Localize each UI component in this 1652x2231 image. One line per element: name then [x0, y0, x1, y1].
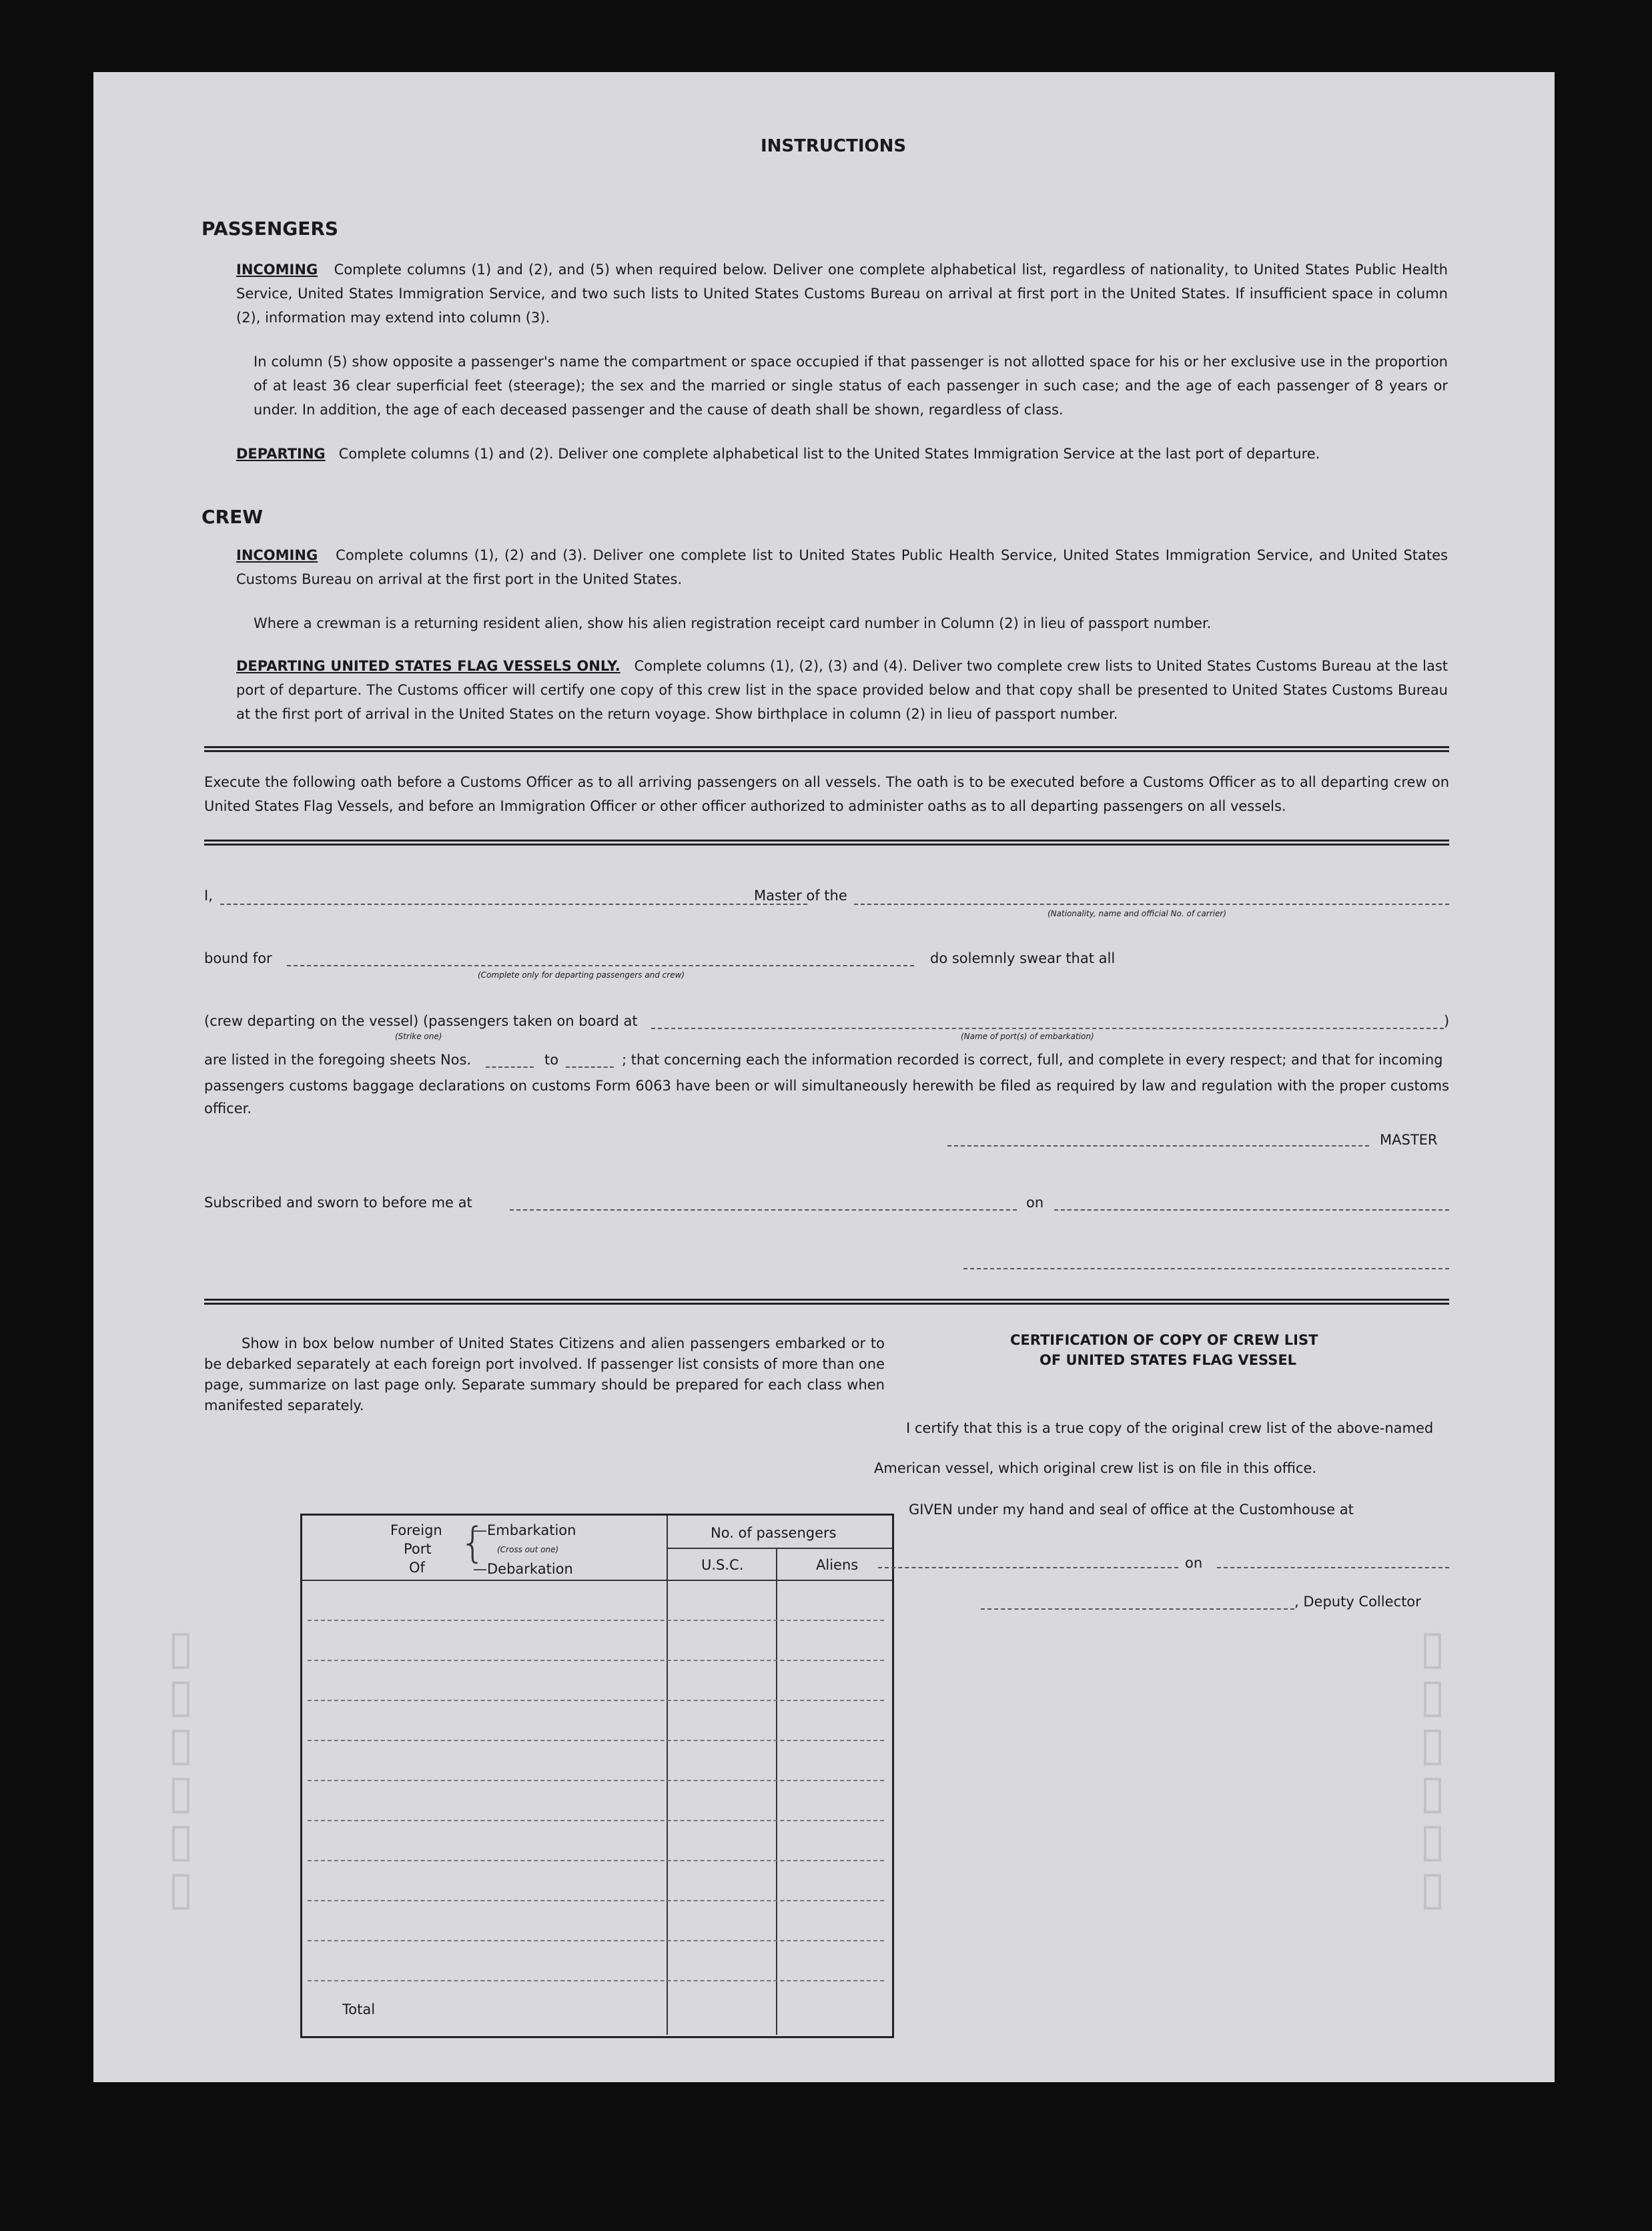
passengers-departing-label: DEPARTING: [236, 446, 326, 462]
given-text: GIVEN under my hand and seal of office at the Customhouse at: [909, 1502, 1354, 1518]
table-row[interactable]: [308, 1940, 884, 1941]
passengers-incoming-label: INCOMING: [236, 262, 318, 278]
embarkation-label: —Embarkation: [473, 1522, 576, 1538]
carrier-field[interactable]: [854, 904, 1449, 905]
master-label: MASTER: [1380, 1132, 1438, 1148]
deputy-collector-label: , Deputy Collector: [1294, 1594, 1421, 1610]
passengers-incoming-text: Complete columns (1) and (2), and (5) when required below. Deliver one complete alphabetical list, regardless of nationality, to United States Public Health Service, United States Immigration Service, and two such lists to United States Customs Bureau on arrival at first port in the United States. If insufficient space in column (2), information may extend into column (3).: [236, 262, 1448, 326]
bound-for-label: bound for: [204, 950, 272, 966]
table-row[interactable]: [308, 1860, 884, 1861]
listed-prefix: are listed in the foregoing sheets Nos.: [204, 1052, 472, 1068]
passengers-departing-text: Complete columns (1) and (2). Deliver one complete alphabetical list to the United States Immigration Service at the last port of departure.: [338, 446, 1320, 462]
certify-line-2: American vessel, which original crew list is on file in this office.: [874, 1460, 1317, 1476]
master-signature-field[interactable]: [947, 1145, 1369, 1147]
embarkation-caption: (Name of port(s) of embarkation): [961, 1032, 1094, 1041]
master-of-label: Master of the: [754, 888, 847, 904]
form-page: [93, 72, 1555, 2082]
bound-for-field[interactable]: [287, 965, 914, 966]
table-row[interactable]: [308, 1740, 884, 1741]
carrier-caption: (Nationality, name and official No. of carrier): [1048, 909, 1227, 918]
crew-incoming-label: INCOMING: [236, 547, 318, 563]
table-row[interactable]: [308, 1700, 884, 1701]
oath-instruction: Execute the following oath before a Customs Officer as to all arriving passengers on all vessels. The oath is to be executed before a Customs Officer as to all departing crew on United States Flag Vessels, and before an Immigration Officer or other officer authorized to administer oaths as to all departing passengers on all vessels.: [204, 774, 1449, 814]
passengers-incoming-paragraph: [236, 258, 1448, 330]
crew-departing-label: DEPARTING UNITED STATES FLAG VESSELS ONLY.: [236, 658, 621, 674]
summary-instruction: Show in box below number of United States Citizens and alien passengers embarked or to be debarked separately at each foreign port involved. If passenger list consists of more than one page, summarize on last page only. Separate summary should be prepared for each class when manifested separately.: [204, 1335, 885, 1413]
swear-label: do solemnly swear that all: [930, 950, 1116, 966]
usc-header: U.S.C.: [701, 1557, 744, 1573]
passengers-departing-paragraph: [236, 442, 1448, 466]
strike-caption: (Strike one): [395, 1032, 442, 1041]
oath-i-label: I,: [204, 888, 213, 904]
page-title: INSTRUCTIONS: [761, 136, 907, 156]
table-row[interactable]: [308, 1900, 884, 1901]
certification-on-label: on: [1185, 1555, 1203, 1571]
passengers-heading: PASSENGERS: [201, 218, 339, 240]
crew-incoming-text: Complete columns (1), (2) and (3). Deliver one complete list to United States Public Health Service, United States Immigration Service, and United States Customs Bureau on arrival at the first port in the United States.: [236, 547, 1448, 587]
divider-rule: [204, 840, 1449, 846]
aliens-header: Aliens: [816, 1557, 859, 1573]
sheet-to-field[interactable]: [566, 1066, 614, 1068]
crew-heading: CREW: [201, 506, 264, 528]
subscribed-label: Subscribed and sworn to before me at: [204, 1195, 472, 1211]
certify-line-1: I certify that this is a true copy of the original crew list of the above-named: [906, 1420, 1434, 1436]
deputy-signature-field[interactable]: [981, 1608, 1294, 1610]
customhouse-field[interactable]: [878, 1567, 1178, 1568]
crew-incoming-paragraph: [236, 543, 1448, 591]
table-row[interactable]: [308, 1820, 884, 1821]
certification-heading: CERTIFICATION OF COPY OF CREW LIST: [1010, 1332, 1318, 1348]
table-row[interactable]: [308, 1980, 884, 1981]
crew-departing-oath-label: (crew departing on the vessel) (passengers taken on board at: [204, 1013, 638, 1029]
to-label: to: [544, 1052, 559, 1068]
bound-caption: (Complete only for departing passengers and crew): [478, 970, 685, 980]
embarkation-port-field[interactable]: [651, 1028, 1444, 1029]
divider-rule: [204, 746, 1449, 752]
brace-glyph: {: [460, 1518, 486, 1567]
cross-out-caption: (Cross out one): [497, 1545, 559, 1554]
crew-resident-paragraph: Where a crewman is a returning resident alien, show his alien registration receipt card number in Column (2) in lieu of passport number.: [254, 615, 1212, 631]
port-label: Port: [404, 1541, 432, 1557]
of-label: Of: [409, 1560, 425, 1576]
divider-rule: [204, 1299, 1449, 1305]
table-divider: [302, 1580, 892, 1581]
table-row[interactable]: [308, 1620, 884, 1621]
close-paren: ): [1444, 1013, 1450, 1029]
passenger-summary-table: [300, 1514, 894, 2038]
certification-date-field[interactable]: [1217, 1567, 1449, 1568]
subscribed-date-field[interactable]: [1054, 1209, 1449, 1211]
foreign-label: Foreign: [390, 1522, 442, 1538]
crew-departing-text: Complete columns (1), (2), (3) and (4). Deliver two complete crew lists to United States Customs Bureau at the last port of departure. The Customs officer will certify one copy of this crew list in the space provided below and that copy shall be presented to United States Customs Bureau at the first port of arrival in the United States on the return voyage. Show birthplace in column (2) in lieu of passport number.: [236, 658, 1449, 722]
no-of-passengers-header: No. of passengers: [711, 1525, 837, 1541]
total-label: Total: [342, 2001, 376, 2017]
listed-rest: passengers customs baggage declarations on customs Form 6063 have been or will simultaneously herewith be filed as required by law and regulation with the proper customs officer.: [204, 1078, 1449, 1117]
certification-subheading: OF UNITED STATES FLAG VESSEL: [1040, 1352, 1297, 1368]
table-row[interactable]: [308, 1780, 884, 1781]
master-name-field[interactable]: [220, 904, 807, 905]
watermark-mark: ▭▭▭▭▭▭: [1401, 1625, 1456, 1914]
passengers-column5-paragraph: In column (5) show opposite a passenger's name the compartment or space occupied if that passenger is not allotted space for his or her exclusive use in the proportion of at least 36 clear superficial feet (steerage); the sex and the married or single status of each passenger in such case; and the age of each passenger of 8 years or under. In addition, the age of each deceased passenger and the cause of death shall be shown, regardless of class.: [254, 354, 1448, 418]
subscribed-place-field[interactable]: [510, 1209, 1017, 1211]
table-divider: [667, 1516, 668, 2035]
watermark-mark: ▭▭▭▭▭▭: [149, 1625, 204, 1914]
sheet-from-field[interactable]: [486, 1066, 534, 1068]
debarkation-label: —Debarkation: [473, 1561, 573, 1577]
table-divider: [667, 1548, 892, 1549]
crew-departing-paragraph: [236, 654, 1448, 726]
listed-suffix: ; that concerning each the information recorded is correct, full, and complete in every respect; and that for incoming: [622, 1052, 1443, 1068]
officer-signature-field[interactable]: [963, 1268, 1449, 1269]
table-row[interactable]: [308, 1660, 884, 1661]
subscribed-on-label: on: [1026, 1195, 1044, 1211]
